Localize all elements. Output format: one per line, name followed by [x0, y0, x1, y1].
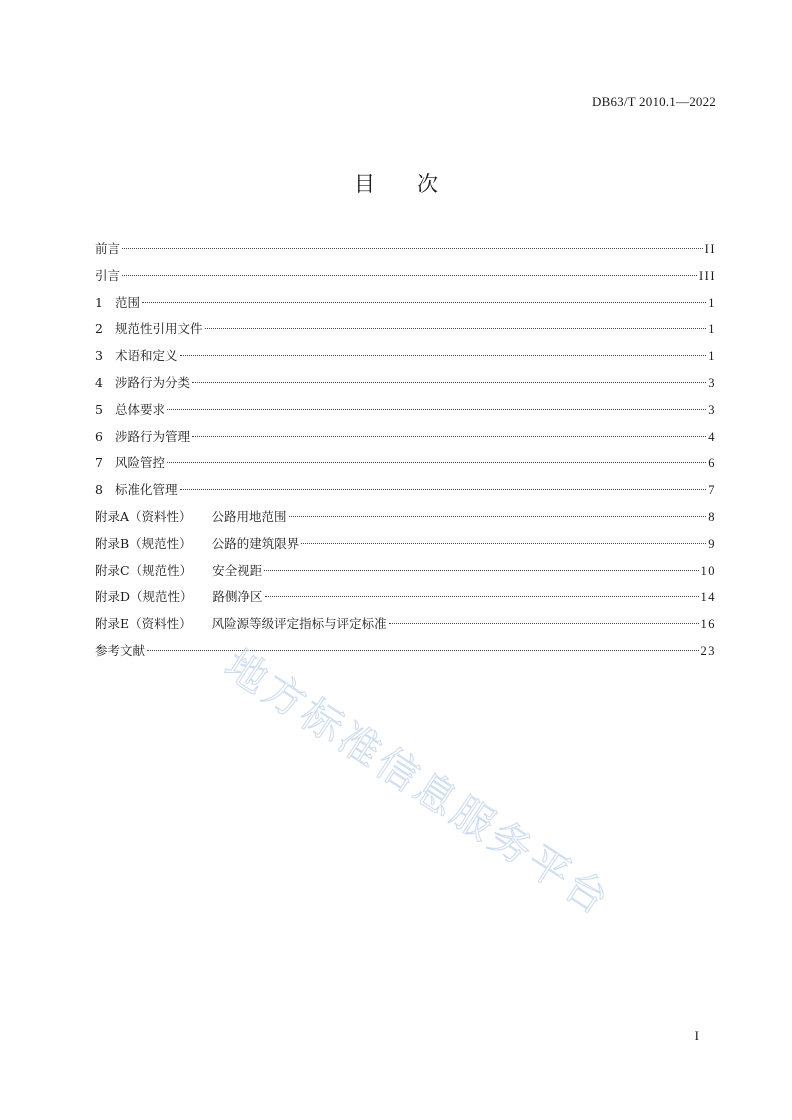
toc-entry-title: 前言	[95, 241, 121, 256]
toc-entry-number: 6	[95, 428, 103, 444]
toc-title	[0, 168, 792, 198]
toc-entry-page: 10	[700, 563, 716, 578]
toc-entry-number: 7	[95, 455, 103, 471]
watermark: 地方标准信息服务平台	[216, 640, 620, 926]
dot-leader	[122, 275, 697, 276]
toc-entry-appendix-d[interactable]	[95, 584, 716, 611]
toc-entry-title: 路侧净区	[212, 589, 263, 605]
toc-entry-title: 引言	[95, 267, 121, 283]
dot-leader	[205, 328, 707, 329]
toc-entry-page: 6	[708, 456, 716, 471]
toc-entry-page: 4	[708, 429, 716, 444]
toc-title-right: 次	[417, 172, 438, 196]
dot-leader	[167, 462, 706, 463]
toc-entry-page: 3	[708, 375, 716, 390]
toc-entry-title: 标准化管理	[115, 482, 178, 498]
dot-leader	[389, 623, 699, 624]
dot-leader	[289, 516, 707, 517]
table-of-contents	[95, 236, 716, 665]
toc-entry-8[interactable]	[95, 477, 716, 504]
toc-entry-2[interactable]	[95, 316, 716, 343]
toc-entry-number: 8	[95, 482, 103, 498]
toc-entry-1[interactable]	[95, 290, 716, 317]
toc-entry-introduction[interactable]	[95, 263, 716, 290]
toc-entry-title: 总体要求	[115, 401, 166, 417]
dot-leader	[142, 302, 706, 303]
toc-entry-page: 8	[708, 509, 716, 524]
toc-entry-appendix-a[interactable]	[95, 504, 716, 531]
dot-leader	[265, 596, 699, 597]
dot-leader	[192, 382, 706, 383]
toc-entry-references[interactable]	[95, 638, 716, 665]
toc-entry-number: 附录B（规范性）	[95, 535, 192, 551]
dot-leader	[264, 570, 698, 571]
toc-entry-page: III	[699, 268, 716, 283]
toc-entry-6[interactable]	[95, 424, 716, 451]
toc-entry-page: 1	[708, 349, 716, 364]
toc-entry-title: 公路的建筑限界	[211, 535, 300, 551]
toc-entry-number: 附录E（资料性）	[95, 616, 192, 632]
toc-entry-page: 23	[700, 643, 716, 658]
toc-entry-title: 涉路行为分类	[115, 374, 191, 390]
toc-entry-number: 3	[95, 348, 103, 364]
toc-entry-title: 术语和定义	[115, 348, 178, 364]
toc-entry-number: 附录A（资料性）	[95, 508, 192, 524]
toc-entry-page: II	[704, 242, 716, 256]
toc-entry-appendix-c[interactable]	[95, 558, 716, 585]
toc-entry-page: 1	[708, 322, 716, 337]
dot-leader	[301, 543, 706, 544]
toc-entry-7[interactable]	[95, 450, 716, 477]
toc-entry-page: 1	[708, 295, 716, 310]
toc-entry-title: 安全视距	[212, 562, 263, 578]
toc-entry-page: 3	[708, 402, 716, 417]
toc-title-left: 目	[354, 172, 375, 196]
toc-entry-page: 16	[700, 617, 716, 632]
dot-leader	[192, 436, 706, 437]
toc-entry-number: 附录D（规范性）	[95, 589, 193, 605]
dot-leader	[147, 650, 698, 651]
toc-entry-4[interactable]	[95, 370, 716, 397]
toc-entry-title: 涉路行为管理	[115, 428, 191, 444]
toc-entry-title: 风险源等级评定指标与评定标准	[211, 616, 387, 632]
toc-entry-number: 附录C（规范性）	[95, 562, 193, 578]
toc-entry-page: 9	[708, 536, 716, 551]
dot-leader	[180, 355, 707, 356]
toc-entry-title: 公路用地范围	[211, 508, 287, 524]
toc-entry-5[interactable]	[95, 397, 716, 424]
toc-entry-number: 1	[95, 294, 103, 310]
toc-entry-foreword[interactable]	[95, 236, 716, 263]
toc-entry-number: 2	[95, 321, 103, 337]
toc-entry-appendix-b[interactable]	[95, 531, 716, 558]
page-number: I	[694, 1028, 699, 1043]
toc-entry-title: 风险管控	[115, 455, 166, 471]
toc-entry-title: 参考文献	[95, 642, 146, 658]
document-id: DB63/T 2010.1—2022	[592, 94, 716, 109]
toc-entry-page: 14	[700, 590, 716, 605]
toc-entry-page: 7	[708, 483, 716, 498]
toc-entry-appendix-e[interactable]	[95, 611, 716, 638]
toc-entry-3[interactable]	[95, 343, 716, 370]
toc-entry-title: 规范性引用文件	[115, 321, 203, 337]
dot-leader	[180, 489, 707, 490]
dot-leader	[122, 248, 703, 249]
toc-entry-number: 4	[95, 374, 103, 390]
dot-leader	[167, 409, 706, 410]
toc-entry-number: 5	[95, 401, 103, 417]
toc-entry-title: 范围	[115, 294, 141, 310]
